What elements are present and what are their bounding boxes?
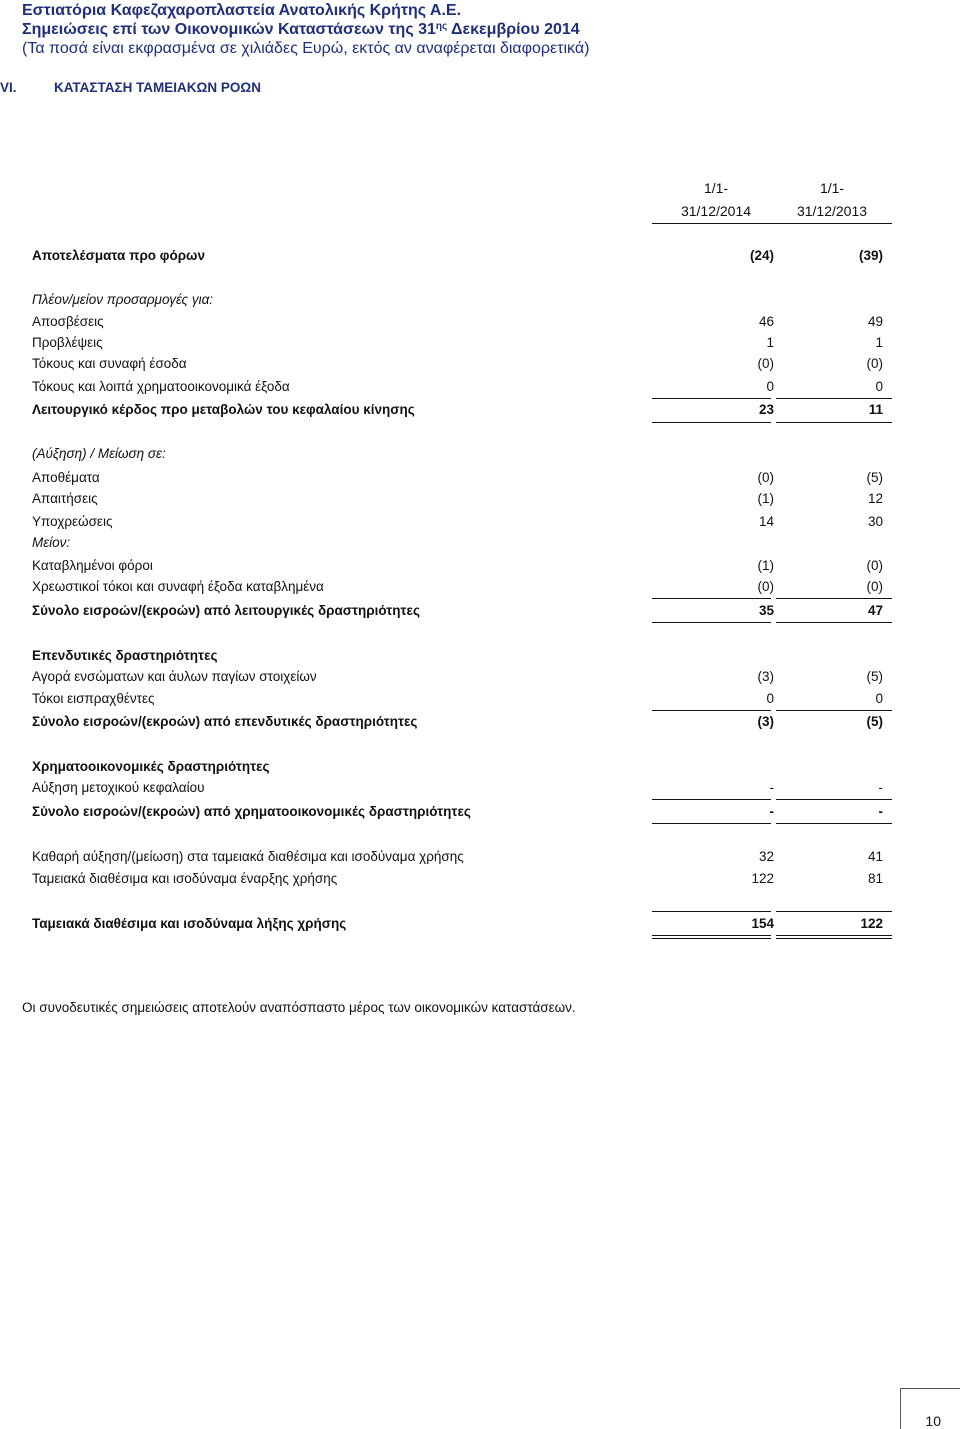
table-row [32, 511, 912, 533]
subtotal-underline-2014 [652, 823, 771, 824]
column-header-2013-line2: 31/12/2013 [796, 203, 868, 219]
currency-note: (Τα ποσά είναι εκφρασμένα σε χιλιάδες Ευρώ, εκτός αν αναφέρεται διαφορετικά) [22, 40, 590, 57]
total-rule-2014 [652, 911, 771, 912]
table-row [32, 846, 912, 868]
row-value-2014: (0) [757, 356, 774, 371]
table-row-total [32, 913, 912, 935]
column-header-rule [652, 223, 892, 224]
row-label: Σύνολο εισροών/(εκροών) από λειτουργικές δραστηριότητες [32, 603, 420, 618]
subtotal-rule-2013 [776, 799, 892, 800]
table-row [32, 555, 912, 577]
row-value-2014: 0 [766, 379, 774, 394]
row-value-2014: (0) [757, 579, 774, 594]
row-label: Τόκους και συναφή έσοδα [32, 356, 187, 371]
row-label: Καταβλημένοι φόροι [32, 558, 153, 573]
total-double-underline-2014-bottom [652, 938, 771, 939]
row-value-2014: 154 [751, 916, 774, 931]
table-row-subtotal [32, 801, 912, 823]
row-value-2014: (1) [757, 491, 774, 506]
table-row [32, 688, 912, 710]
column-header-2013-line1: 1/1- [819, 180, 845, 196]
row-value-2014: (1) [757, 558, 774, 573]
document-header [22, 0, 942, 62]
table-row-subheading [32, 443, 912, 465]
page-number-box [900, 1388, 960, 1429]
row-label: Σύνολο εισροών/(εκροών) από χρηματοοικονομικές δραστηριότητες [32, 804, 471, 819]
row-value-2013: (5) [866, 714, 883, 729]
column-header-2014 [658, 177, 774, 223]
table-row-subtotal [32, 600, 912, 622]
row-value-2013: (0) [866, 579, 883, 594]
row-label: Χρεωστικοί τόκοι και συναφή έξοδα καταβλημένα [32, 579, 324, 594]
row-value-2014: 0 [766, 691, 774, 706]
row-value-2013: 47 [867, 603, 883, 618]
table-row-subtotal [32, 399, 912, 421]
column-header-2014-line1: 1/1- [703, 180, 729, 196]
row-value-2013: (0) [866, 356, 883, 371]
row-label: (Αύξηση) / Μείωση σε: [32, 446, 166, 461]
row-value-2013: 12 [867, 491, 883, 506]
row-label: Προβλέψεις [32, 335, 103, 350]
table-row [32, 332, 912, 354]
subtotal-underline-2014 [652, 422, 771, 423]
row-value-2013: (5) [866, 470, 883, 485]
table-row [32, 376, 912, 398]
row-value-2014: 1 [766, 335, 774, 350]
table-row-subheading [32, 645, 912, 667]
footnote: Οι συνοδευτικές σημειώσεις αποτελούν αναπόσπαστο μέρος των οικονομικών καταστάσεων. [22, 1000, 576, 1015]
row-label: Ταμειακά διαθέσιμα και ισοδύναμα έναρξης χρήσης [32, 871, 338, 886]
row-value-2014: (24) [749, 248, 774, 263]
row-label: Καθαρή αύξηση/(μείωση) στα ταμειακά διαθέσιμα και ισοδύναμα χρήσης [32, 849, 464, 864]
notes-title-superscript: ης [435, 21, 448, 32]
column-header-2013 [774, 177, 890, 223]
row-label: Υποχρεώσεις [32, 514, 113, 529]
table-row [32, 777, 912, 799]
total-rule-2013 [776, 911, 892, 912]
row-value-2013: 122 [860, 916, 883, 931]
subtotal-underline-2014 [652, 622, 771, 623]
table-row [32, 353, 912, 375]
notes-title [22, 21, 580, 39]
page-number: 10 [925, 1413, 941, 1429]
row-label: Αποσβέσεις [32, 314, 104, 329]
row-value-2014: 32 [758, 849, 774, 864]
row-value-2013: 0 [875, 379, 883, 394]
subtotal-underline-2013 [776, 422, 892, 423]
row-label: Τόκοι εισπραχθέντες [32, 691, 155, 706]
row-value-2013: - [878, 780, 883, 795]
subtotal-rule-2013 [776, 598, 892, 599]
table-row [32, 467, 912, 489]
table-row [32, 311, 912, 333]
table-row-subheading [32, 756, 912, 778]
row-label: Σύνολο εισροών/(εκροών) από επενδυτικές δραστηριότητες [32, 714, 418, 729]
row-value-2013: (39) [858, 248, 883, 263]
row-value-2014: (3) [757, 714, 774, 729]
row-value-2013: (0) [866, 558, 883, 573]
row-value-2013: 49 [867, 314, 883, 329]
row-label: Επενδυτικές δραστηριότητες [32, 648, 218, 663]
table-row [32, 666, 912, 688]
row-value-2014: 23 [758, 402, 774, 417]
row-label: Ταμειακά διαθέσιμα και ισοδύναμα λήξης χρήσης [32, 916, 347, 931]
total-double-underline-2014-top [652, 935, 771, 936]
row-value-2014: 122 [751, 871, 774, 886]
subtotal-rule-2014 [652, 799, 771, 800]
table-row [32, 488, 912, 510]
table-row [32, 245, 912, 267]
row-value-2013: 0 [875, 691, 883, 706]
column-header-2014-line2: 31/12/2014 [680, 203, 752, 219]
row-label: Αποθέματα [32, 470, 100, 485]
row-value-2013: 41 [867, 849, 883, 864]
row-label: Αποτελέσματα προ φόρων [32, 248, 205, 263]
row-label: Τόκους και λοιπά χρηματοοικονομικά έξοδα [32, 379, 290, 394]
row-value-2013: 1 [875, 335, 883, 350]
subtotal-underline-2013 [776, 823, 892, 824]
row-value-2014: 35 [758, 603, 774, 618]
subtotal-underline-2013 [776, 622, 892, 623]
company-name: Εστιατόρια Καφεζαχαροπλαστεία Ανατολικής Κρήτης Α.Ε. [22, 2, 462, 19]
row-value-2014: 14 [758, 514, 774, 529]
row-value-2013: - [878, 804, 883, 819]
row-label: Απαιτήσεις [32, 491, 98, 506]
row-label: Λειτουργικό κέρδος προ μεταβολών του κεφαλαίου κίνησης [32, 402, 415, 417]
row-value-2013: (5) [866, 669, 883, 684]
row-value-2013: 11 [868, 402, 883, 417]
row-label: Μείον: [32, 535, 71, 550]
total-double-underline-2013-top [776, 935, 892, 936]
table-row-subtotal [32, 711, 912, 733]
row-value-2013: 81 [867, 871, 883, 886]
total-double-underline-2013-bottom [776, 938, 892, 939]
notes-title-date: Δεκεμβρίου 2014 [447, 21, 580, 38]
row-value-2014: - [769, 804, 774, 819]
table-row [32, 868, 912, 890]
row-value-2014: (3) [757, 669, 774, 684]
row-label: Αγορά ενσώματων και άυλων παγίων στοιχείων [32, 669, 317, 684]
row-label: Πλέον/μείον προσαρμογές για: [32, 292, 214, 307]
table-row [32, 576, 912, 598]
row-value-2013: 30 [867, 514, 883, 529]
row-value-2014: 46 [758, 314, 774, 329]
row-value-2014: - [769, 780, 774, 795]
table-row-subheading [32, 532, 912, 554]
row-value-2014: (0) [757, 470, 774, 485]
subtotal-rule-2014 [652, 598, 771, 599]
table-row-subheading [32, 289, 912, 311]
row-label: Χρηματοοικονομικές δραστηριότητες [32, 759, 270, 774]
row-label: Αύξηση μετοχικού κεφαλαίου [32, 780, 205, 795]
section-title: ΚΑΤΑΣΤΑΣΗ ΤΑΜΕΙΑΚΩΝ ΡΟΩΝ [54, 80, 261, 95]
notes-title-main: Σημειώσεις επί των Οικονομικών Καταστάσεων της 31 [22, 21, 436, 38]
section-number: VI. [0, 80, 17, 95]
